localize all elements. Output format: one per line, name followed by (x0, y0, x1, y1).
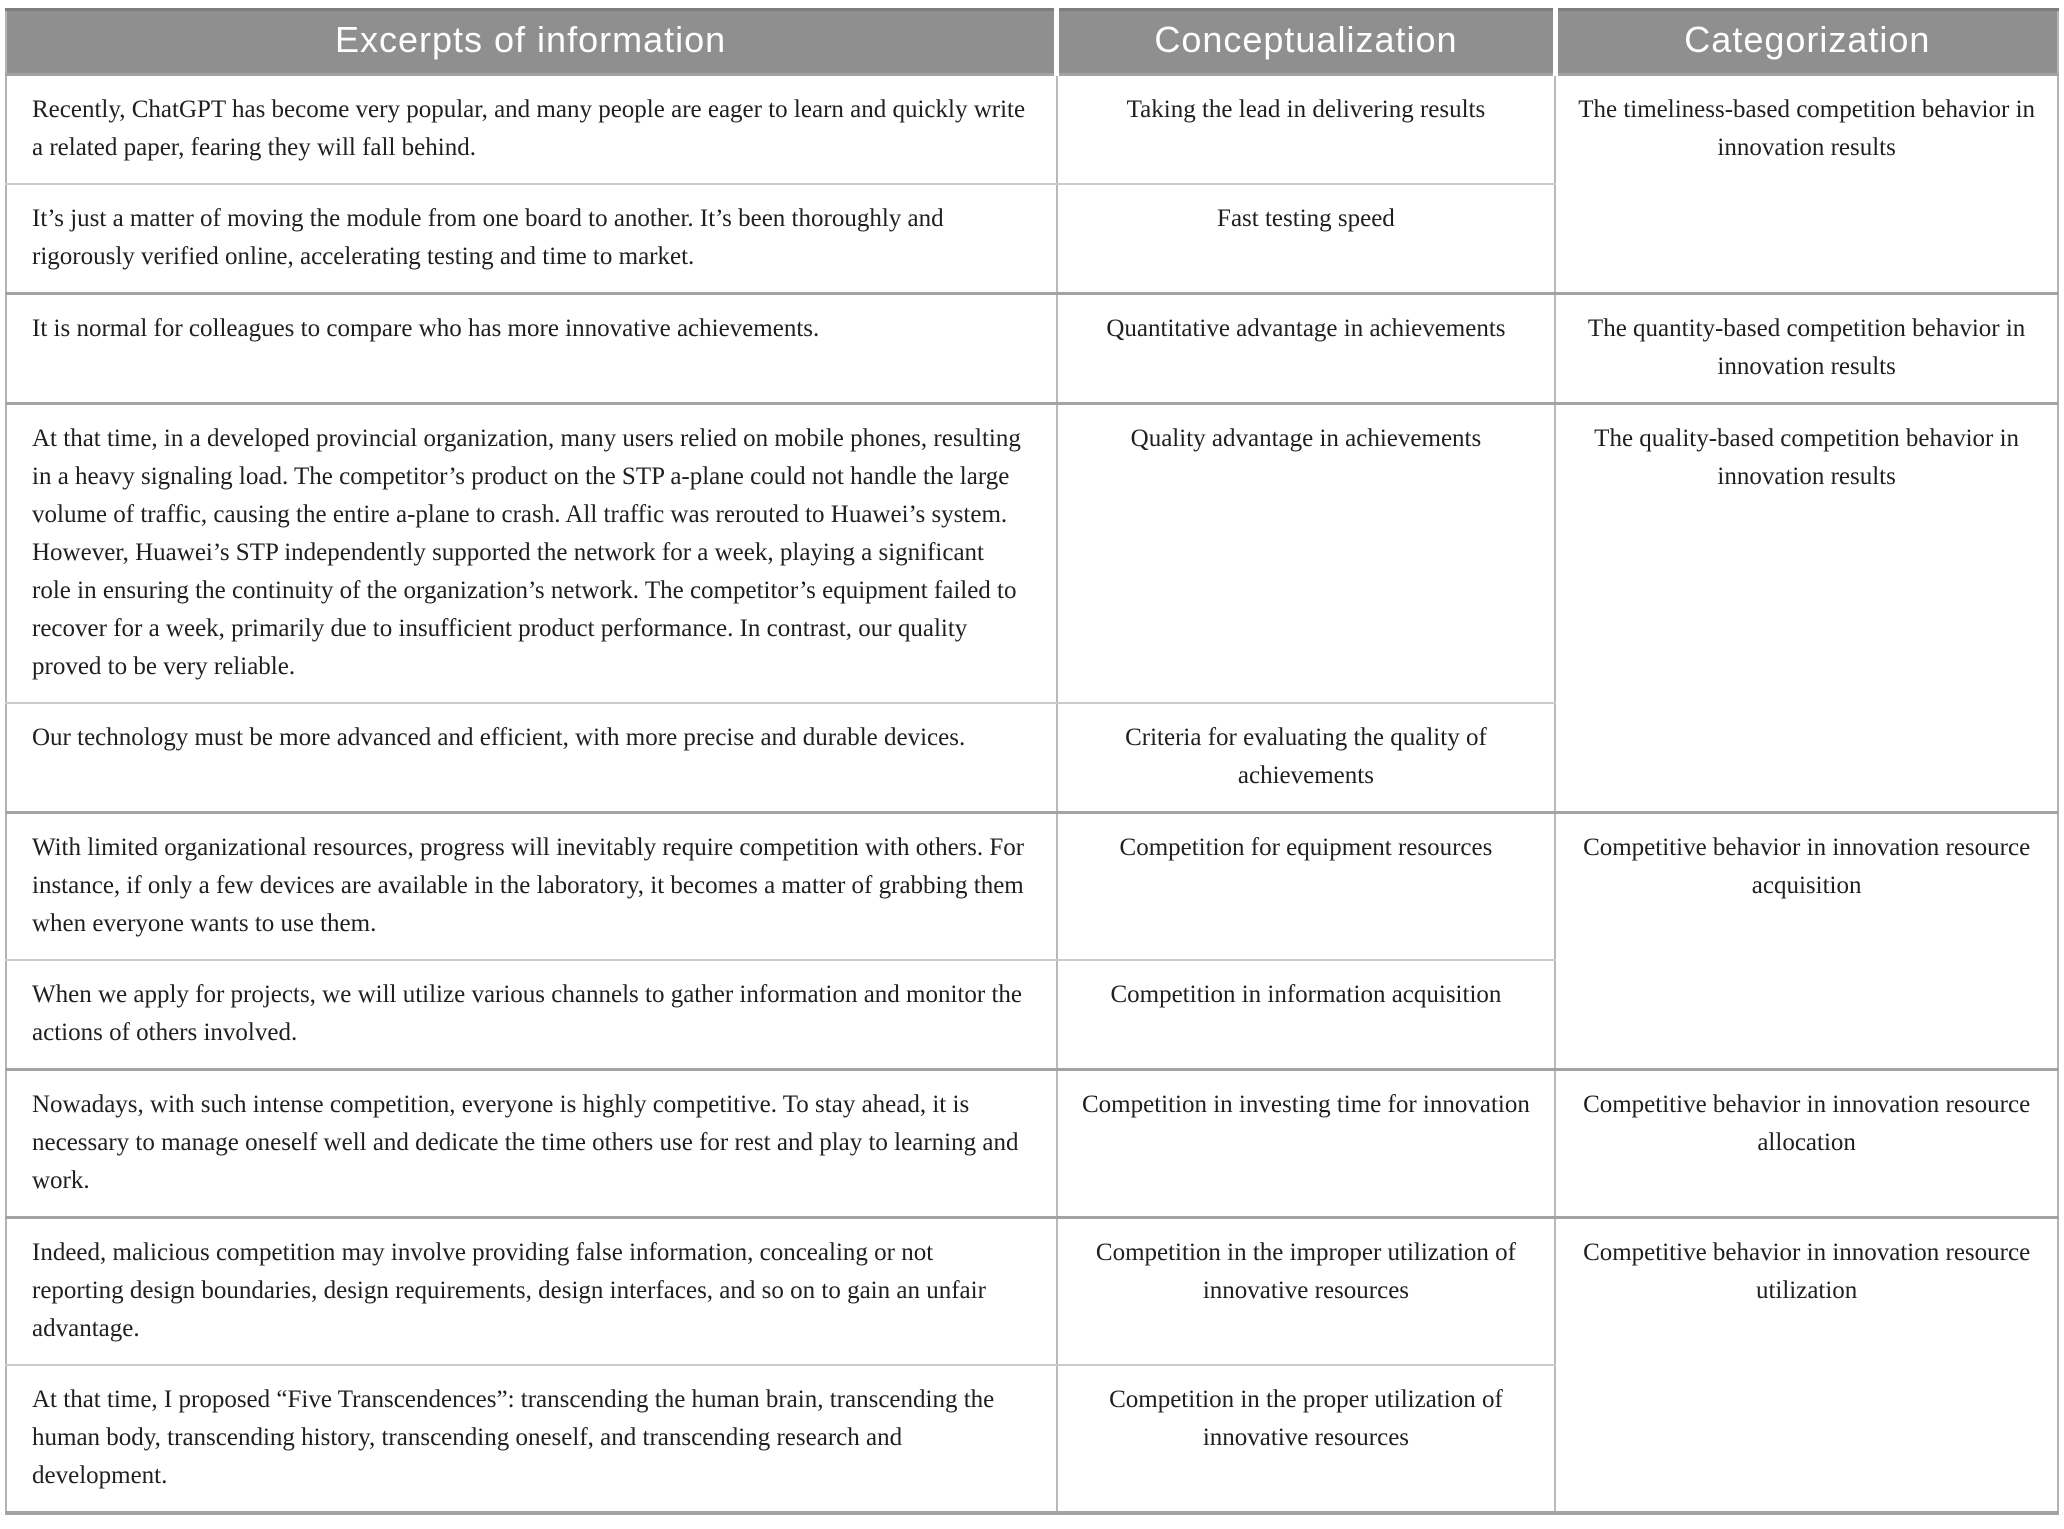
categorization-cell: Competitive behavior in innovation resource utilization (1555, 1218, 2058, 1514)
table-header-row (6, 10, 2058, 75)
categorization-cell: The timeliness-based competition behavior in innovation results (1555, 75, 2058, 294)
categorization-cell: Competitive behavior in innovation resource allocation (1555, 1070, 2058, 1218)
conceptualization-cell: Competition for equipment resources (1057, 813, 1556, 961)
excerpt-cell: Nowadays, with such intense competition, everyone is highly competitive. To stay ahead, it is necessary to manage oneself well and dedicate the time others use for rest and play to learning and work. (6, 1070, 1057, 1218)
conceptualization-cell: Criteria for evaluating the quality of achievements (1057, 703, 1556, 813)
table-row (6, 294, 2058, 404)
conceptualization-cell: Quantitative advantage in achievements (1057, 294, 1556, 404)
conceptualization-cell: Competition in information acquisition (1057, 960, 1556, 1070)
table-row (6, 404, 2058, 704)
conceptualization-cell: Competition in the improper utilization of innovative resources (1057, 1218, 1556, 1366)
conceptualization-cell: Quality advantage in achievements (1057, 404, 1556, 704)
categorization-column-header: Categorization (1555, 10, 2058, 75)
conceptualization-cell: Competition in the proper utilization of innovative resources (1057, 1365, 1556, 1513)
conceptualization-cell: Competition in investing time for innovation (1057, 1070, 1556, 1218)
excerpt-cell: It’s just a matter of moving the module from one board to another. It’s been thoroughly and rigorously verified online, accelerating testing and time to market. (6, 184, 1057, 294)
table-row (6, 1218, 2058, 1366)
table-row (6, 813, 2058, 961)
excerpt-cell: Indeed, malicious competition may involve providing false information, concealing or not reporting design boundaries, design requirements, design interfaces, and so on to gain an unfair advantage. (6, 1218, 1057, 1366)
conceptualization-cell: Fast testing speed (1057, 184, 1556, 294)
excerpt-cell: Recently, ChatGPT has become very popular, and many people are eager to learn and quickly write a related paper, fearing they will fall behind. (6, 75, 1057, 185)
table-row (6, 75, 2058, 185)
conceptualization-cell: Taking the lead in delivering results (1057, 75, 1556, 185)
categorization-cell: The quality-based competition behavior in innovation results (1555, 404, 2058, 813)
excerpt-cell: When we apply for projects, we will utilize various channels to gather information and monitor the actions of others involved. (6, 960, 1057, 1070)
excerpt-cell: At that time, I proposed “Five Transcendences”: transcending the human brain, transcending the human body, transcending history, transcending oneself, and transcending research and development. (6, 1365, 1057, 1513)
qualitative-coding-table (5, 8, 2059, 1515)
categorization-cell: The quantity-based competition behavior in innovation results (1555, 294, 2058, 404)
excerpt-cell: It is normal for colleagues to compare who has more innovative achievements. (6, 294, 1057, 404)
table-row (6, 1070, 2058, 1218)
excerpt-cell: Our technology must be more advanced and efficient, with more precise and durable devices. (6, 703, 1057, 813)
excerpt-cell: With limited organizational resources, progress will inevitably require competition with others. For instance, if only a few devices are available in the laboratory, it becomes a matter of grabbing them when everyone wants to use them. (6, 813, 1057, 961)
categorization-cell: Competitive behavior in innovation resource acquisition (1555, 813, 2058, 1070)
excerpts-column-header: Excerpts of information (6, 10, 1057, 75)
excerpt-cell: At that time, in a developed provincial organization, many users relied on mobile phones, resulting in a heavy signaling load. The competitor’s product on the STP a-plane could not handle the large volume of traffic, causing the entire a-plane to crash. All traffic was rerouted to Huawei’s system. However, Huawei’s STP independently supported the network for a week, playing a significant role in ensuring the continuity of the organization’s network. The competitor’s equipment failed to recover for a week, primarily due to insufficient product performance. In contrast, our quality proved to be very reliable. (6, 404, 1057, 704)
conceptualization-column-header: Conceptualization (1057, 10, 1556, 75)
